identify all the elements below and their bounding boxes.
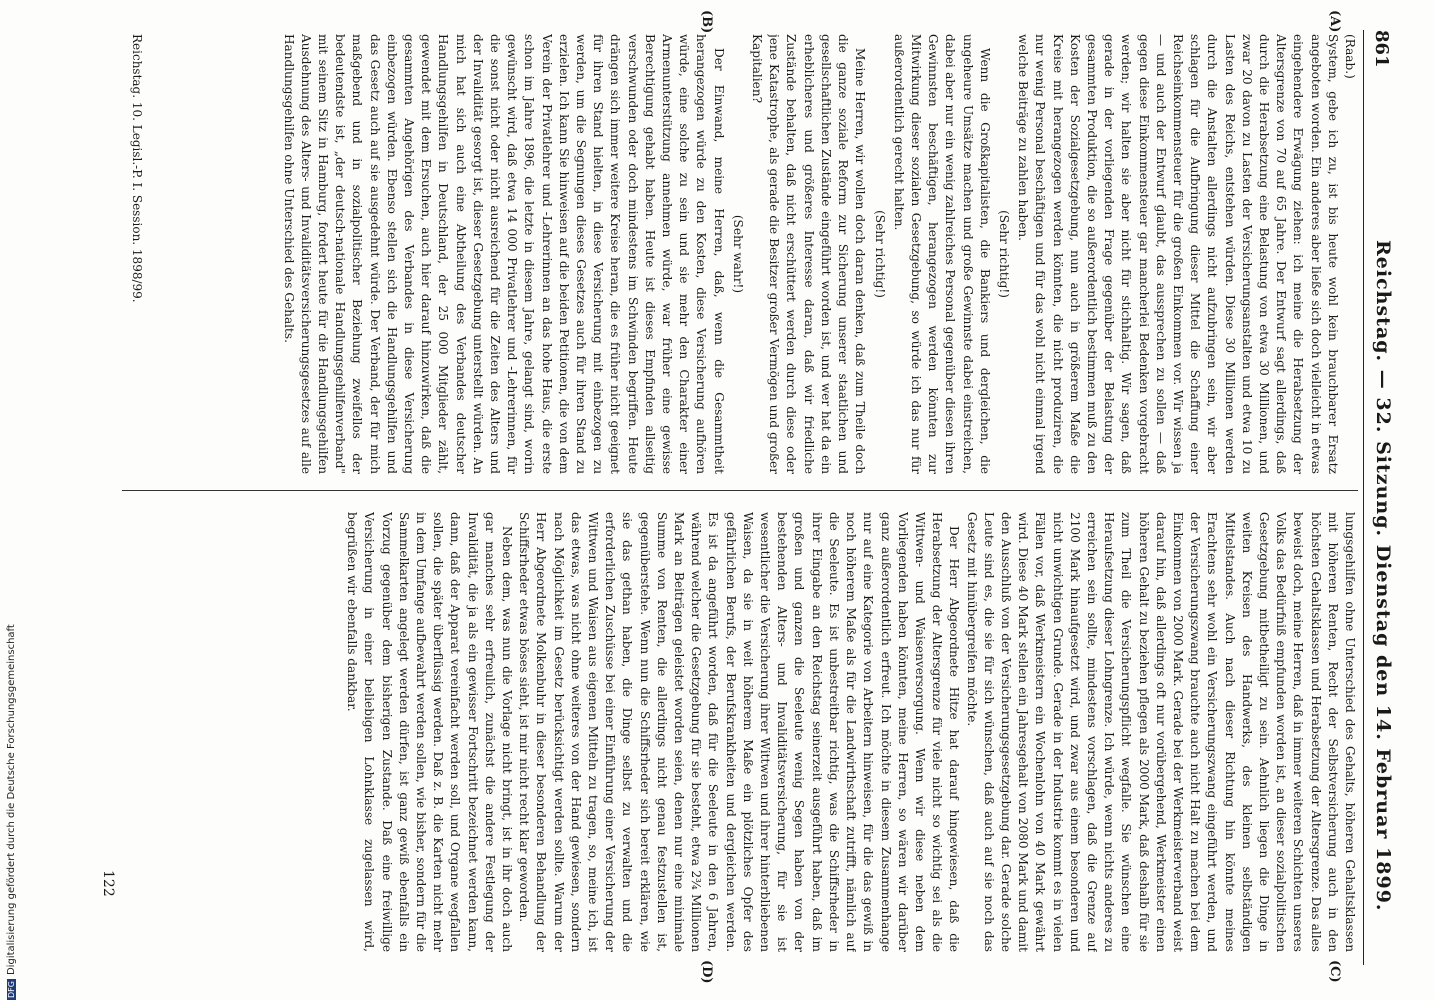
paragraph: Neben dem, was nun die Vorlage nicht bringt, ist in ihr doch auch gar manches sehr erfreulich, zunächst die andere Festlegung der Invalidität, die ja als ein gewisser Fortschritt bezeichnet werden kann, dann, daß der Apparat vereinfacht werden soll, und Organe wegfallen sollen, die später überflüssig werden. Daß z. B. die Karten nicht mehr in dem Umfange aufbewahrt werden sollen, wie bisher, sondern für die Sammelkarten angelegt werden dürfen, ist ganz gewiß ebenfalls ein Vorzug gegenüber dem bisherigen Zustande. Daß eine freiwillige Versicherung in einer beliebigen Lohnklasse zugelassen wird, begrüßen wir ebenfalls dankbar. (345, 512, 515, 952)
margin-marker-b: (B) (699, 10, 714, 34)
paragraph: Wenn die Großkapitalisten, die Bankiers und dergleichen, die ungeheure Umsätze machen und große Gewinnste dabei einstreichen, dabei aber nur ein wenig zahlreiches Personal gegenüber diesen ihren Gewinnsten beschäftigen, herangezogen werden könnten zur Mitwirkung dieser sozialen Gesetzgebung, so würde ich das nur für außerordentlich gerecht halten. (891, 34, 992, 474)
paragraph: Der Herr Abgeordnete Hitze hat darauf hingewiesen, daß die Herabsetzung der Altersgrenze für viele nicht so wichtig sei als die Wittwen- und Waisenversorgung. Wenn wir diese neben dem Vorliegenden haben könnten, meine Herren, so wären wir darüber ganz außerordentlich erfreut. Ich möchte in diesem Zusammenhange nur auf eine Kategorie von Arbeitern hinweisen, für die das gewiß in noch höherem Maße als für die Landwirthschaft zutrifft, nämlich auf die Seeleute. Es ist unbestreitbar richtig, was die Schiffsrheder in ihrer Eingabe an den Reichstag seinerzeit ausgeführt haben, daß im großen und ganzen die Seeleute wenig Segen haben von der bestehenden Alters- und Invaliditätsversicherung, für sie ist wesentlicher die Versicherung ihrer Wittwen und ihrer hinterbliebenen Waisen, da sie in weit höherem Maße ein plötzliches Opfer des gefährlichen Berufs, der Berufskrankheiten und dergleichen werden. Es ist da angeführt worden, daß für die Seeleute in den 6 Jahren, während welcher die Gesetzgebung für sie besteht, etwa 2¾ Millionen Mark an Beiträgen geleistet worden seien, denen nur eine minimale Summe von Renten, die allerdings nicht genau festzustellen ist, gegenüberstehe. Wenn nun die Schiffsrheder sich bereit erklären, wie sie das gethan haben, die Dinge selbst zu verwalten und die erforderlichen Zuschüsse bei einer Einführung einer Versicherung der Wittwen und Waisen aus eigenen Mitteln zu tragen, so, meine ich, ist das etwas, was nicht ohne weiteres von der Hand gewiesen, sondern nach Möglichkeit im Gesetz berücksichtigt werden sollte. Warum der Herr Abgeordnete Molkenbuhr in dieser besonderen Behandlung der Schiffsrheder etwas böses sieht, ist mir nicht recht klar geworden. (517, 512, 962, 952)
page-title: Reichstag. — 32. Sitzung. Dienstag den 14. Februar 1899. (1372, 240, 1394, 912)
interjection: (Sehr wahr!) (730, 214, 745, 294)
margin-marker-c: (C) (1327, 960, 1342, 983)
digitization-caption (6, 0, 22, 1000)
margin-marker-a: (A) (1327, 10, 1342, 33)
caption-text: Digitalisierung gefördert durch die Deutsche Forschungsgemeinschaft (6, 624, 17, 976)
bottom-page-number: 122 (100, 870, 116, 897)
left-column (122, 34, 1358, 474)
dfg-logo-icon: DFG (7, 981, 16, 998)
paragraph: lungsgehilfen ohne Unterschied des Gehalts, höheren Gehaltsklassen mit höheren Renten, Recht der Selbstversicherung auch in den höchsten Gehaltsklassen und Herabsetzung der Altersgrenze. Das alles beweist doch, meine Herren, daß in immer weiteren Schichten unseres Volks das Bedürfniß empfunden worden ist, an dieser sozialpolitischen Gesetzgebung mitbetheiligt zu sein. Aehnlich liegen die Dinge in weiten Kreisen des Handwerks, des kleinen selbständigen Mittelstandes. Auch nach dieser Richtung hin könnte meines Erachtens sehr wohl ein Versicherungszwang eingeführt werden, und der Versicherungszwang brauchte auch nicht Halt zu machen bei dem Einkommen von 2000 Mark. Gerade bei der Werkmeisterverband weist darauf hin, daß allerdings oft nur vorübergehend, Werkmeister einen höheren Gehalt zu beziehen pflegen als 2000 Mark, daß deshalb für sie zum Theil die Versicherungspflicht wegfalle. Sie wünschen eine Heraufsetzung dieser Lohngrenze. Ich würde, wenn nichts anderes zu erreichen sein sollte, mindestens vorschlagen, daß die Grenze auf 2100 Mark hinaufgesetzt wird, und zwar aus einem besonderen und nicht unwichtigen Grunde. Gerade in der Industrie kommt es in vielen Fällen vor, daß Werkmeistern ein Wochenlohn von 40 Mark gewährt wird. Diese 40 Mark stellen ein Jahresgehalt von 2080 Mark und damit den Ausschluß von der Versicherungsgesetzgebung dar. Gerade solche Leute sind es, die sie für sich wünschen, daß auch auf sie noch das Gesetz mit hinübergreifen möchte. (964, 512, 1357, 952)
session-footer: Reichstag. 10. Legisl.-P. I. Session. 1898/99. (130, 34, 144, 303)
interjection: (Sehr richtig!) (996, 210, 1011, 298)
header-rule (1363, 30, 1364, 965)
paragraph: Der Einwand, meine Herren, daß, wenn die Gesammtheit herangezogen würde zu den Kosten, diese Versicherung aufhören würde, eine solche zu sein und sie mehr den Charakter einer Armenunterstützung annehmen würde, war früher eine gewisse Berechtigung gehabt haben. Heute ist dieses Empfinden allseitig verschwunden oder doch mindestens im Schwinden begriffen. Heute drängen sich immer weitere Kreise heran, die es früher nicht geeignet für ihren Stand hielten, in diese Versicherung mit einbezogen zu werden, um die Segnungen dieses Gesetzes auch für ihren Stand zu erzielen. Ich kann Sie hinweisen auf die beiden Petitionen, die von dem Verein der Privatlehrer und -Lehrerinnen an das hohe Haus, die erste schon im Jahre 1896, die letzte in diesem Jahre, gelangt sind, worin gewünscht wird, daß etwa 14 000 Privatlehrer und -Lehrerinnen, für die sonst nicht oder nicht ausreichend für die Zeiten des Alters und der Invalidität gesorgt ist, dieser Gesetzgebung unterstellt würden. An mich hat sich auch eine Abtheilung des Verbandes deutscher Handlungsgehilfen in Deutschland, der 25 000 Mitglieder zählt, gewendet mit dem Ersuchen, auch hier darauf hinzuwirken, daß die gesammten Angehörigen des Verbandes in diese Versicherung einbezogen würden. Ebenso stellen sich die Handlungsgehilfen und das Gesetz auch auf sie ausgedehnt würde. Der Verband, der für mich maßgebend und in sozialpolitischer Beziehung zweifellos der bedeutendste ist, „der deutsch-nationale Handlungsgehilfenverband" mit seinem Sitz in Hamburg, fordert heute für die Handlungsgehilfen Ausdehnung des Alters- und Invaliditätsversicherungsgesetzes auf alle Handlungsgehilfen ohne Unterschied des Gehalts. (281, 34, 726, 474)
paragraph: Meine Herren, wir wollen doch daran denken, daß zum Theile doch die ganze soziale Reform zur Sicherung unserer staatlichen und gesellschaftlichen Zustände eingeführt worden ist, und wer hat da ein erheblicheres und größeres Interesse daran, daß wir friedliche Zustände behalten, daß nicht erschüttert werden durch diese oder jene Katastrophe, als gerade die Besitzer großer Vermögen und großer Kapitalien? (750, 34, 868, 474)
speaker-label: (Raab.) (1343, 34, 1357, 79)
page-number: 861 (1371, 30, 1392, 68)
right-column (122, 512, 1358, 952)
column-divider (122, 490, 1358, 491)
paragraph: System, gebe ich zu, ist bis heute wohl kein brauchbarer Ersatz angeboten worden. Ein anderes aber ließe sich doch vielleicht in etwas eingehendere Erwägung ziehen: ich meine die Herabsetzung der Altersgrenze von 70 auf 65 Jahre. Der Entwurf sagt allerdings, daß durch die Herabsetzung eine Belastung von etwa 30 Millionen, und zwar 20 davon zu Lasten der Versicherungsanstalten und etwa 10 zu Lasten des Reichs, entstehen würden. Diese 30 Millionen werden durch die Anstalten allerdings nicht aufzubringen sein, wir aber schlagen für die Aufbringung dieser Mittel die Schaffung einer Reichseinkommensteuer für die großen Einkommen vor. Wir wissen ja — und auch der Entwurf glaubt, das aussprechen zu sollen — daß gegen diese Einkommensteuer gar mancherlei Bedenken vorgebracht werden; wir halten sie aber nicht für stichhaltig. Wir sagen, daß gerade in der vorliegenden Frage gegenüber der Belastung der gesammten Produktion, die so außerordentlich bestimmen muß zu den Kosten der Sozialgesetzgebung, nun auch in größerem Maße die Kreise mit herangezogen werden könnten, die nicht produziren, die nur wenig Personal beschäftigen und für das wohl nicht einmal irgend welche Beiträge zu zahlen haben. (1016, 34, 1340, 474)
interjection: (Sehr richtig!) (872, 210, 887, 298)
margin-marker-d: (D) (699, 960, 714, 984)
